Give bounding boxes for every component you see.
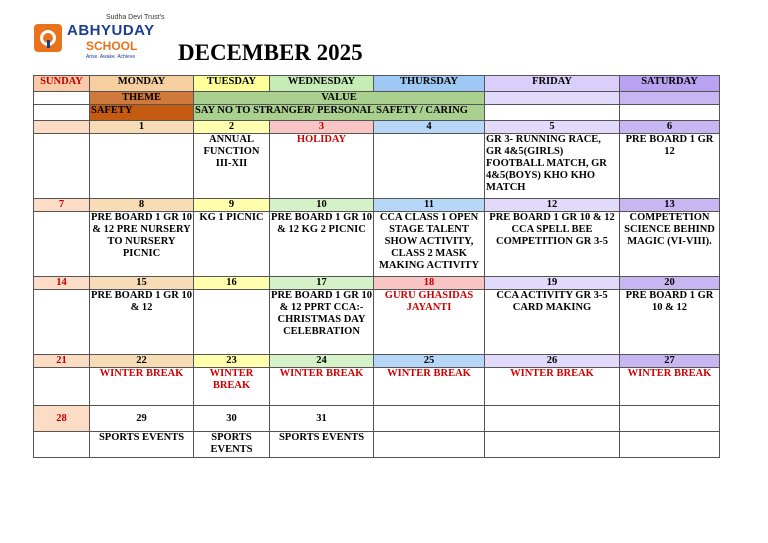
value-label: VALUE: [194, 92, 485, 105]
value-value: SAY NO TO STRANGER/ PERSONAL SAFETY / CARING: [194, 105, 485, 121]
event-cell: PRE BOARD 1 GR 10 & 12: [90, 290, 194, 355]
theme-value-row: [34, 105, 720, 121]
event-cell: [34, 368, 90, 406]
event-cell: [485, 432, 620, 458]
event-cell: CCA ACTIVITY GR 3-5 CARD MAKING: [485, 290, 620, 355]
date-number: 27: [620, 355, 720, 368]
event-row: [34, 432, 720, 458]
event-cell: PRE BOARD 1 GR 10 & 12 PPRT CCA:- CHRISTMAS DAY CELEBRATION: [270, 290, 374, 355]
day-header: SATURDAY: [620, 76, 720, 92]
event-row: [34, 134, 720, 199]
date-number: 3: [270, 121, 374, 134]
date-number: 23: [194, 355, 270, 368]
day-header: FRIDAY: [485, 76, 620, 92]
date-number: 19: [485, 277, 620, 290]
event-cell: WINTER BREAK: [374, 368, 485, 406]
event-cell: ANNUAL FUNCTION III-XII: [194, 134, 270, 199]
date-number: 14: [34, 277, 90, 290]
event-row: [34, 368, 720, 406]
logo-school-name: ABHYUDAY: [67, 22, 155, 39]
event-cell: [34, 432, 90, 458]
empty-cell: [620, 92, 720, 105]
date-number: 17: [270, 277, 374, 290]
date-number: 4: [374, 121, 485, 134]
date-number: [620, 406, 720, 432]
page-title: DECEMBER 2025: [178, 40, 363, 65]
calendar-table: [33, 75, 720, 458]
event-cell: WINTER BREAK: [485, 368, 620, 406]
empty-cell: [620, 105, 720, 121]
event-cell: WINTER BREAK: [90, 368, 194, 406]
date-number: [374, 406, 485, 432]
event-cell: WINTER BREAK: [270, 368, 374, 406]
theme-label-row: [34, 92, 720, 105]
event-cell: [374, 134, 485, 199]
event-cell: [34, 212, 90, 277]
logo-trust-text: Sudha Devi Trust's: [106, 14, 165, 21]
date-number: 7: [34, 199, 90, 212]
date-number: 8: [90, 199, 194, 212]
day-header: WEDNESDAY: [270, 76, 374, 92]
logo-tagline: Arise. Awake. Achieve: [86, 54, 136, 60]
date-number: 2: [194, 121, 270, 134]
day-header: SUNDAY: [34, 76, 90, 92]
date-number: 5: [485, 121, 620, 134]
date-number: 25: [374, 355, 485, 368]
event-cell: [620, 432, 720, 458]
day-header-row: [34, 76, 720, 92]
event-cell: [374, 432, 485, 458]
event-cell: COMPETETION SCIENCE BEHIND MAGIC (VI-VIII).: [620, 212, 720, 277]
event-cell: PRE BOARD 1 GR 10 & 12: [620, 290, 720, 355]
day-header: THURSDAY: [374, 76, 485, 92]
event-cell: [194, 290, 270, 355]
event-cell: GR 3- RUNNING RACE, GR 4&5(GIRLS) FOOTBALL MATCH, GR 4&5(BOYS) KHO KHO MATCH: [485, 134, 620, 199]
date-number: 18: [374, 277, 485, 290]
logo-emblem-icon: [34, 24, 62, 52]
theme-label: THEME: [90, 92, 194, 105]
date-number: 6: [620, 121, 720, 134]
date-row: [34, 406, 720, 432]
event-cell: HOLIDAY: [270, 134, 374, 199]
date-number: 26: [485, 355, 620, 368]
event-cell: WINTER BREAK: [194, 368, 270, 406]
event-cell: KG 1 PICNIC: [194, 212, 270, 277]
empty-cell: [485, 105, 620, 121]
event-row: [34, 290, 720, 355]
event-cell: PRE BOARD 1 GR 12: [620, 134, 720, 199]
date-row: [34, 121, 720, 134]
date-row: [34, 277, 720, 290]
date-row: [34, 355, 720, 368]
date-number: 1: [90, 121, 194, 134]
date-number: 20: [620, 277, 720, 290]
date-number: 24: [270, 355, 374, 368]
theme-value: SAFETY: [90, 105, 194, 121]
date-number: [34, 121, 90, 134]
date-number: 29: [90, 406, 194, 432]
event-cell: WINTER BREAK: [620, 368, 720, 406]
event-row: [34, 212, 720, 277]
event-cell: GURU GHASIDAS JAYANTI: [374, 290, 485, 355]
event-cell: [34, 290, 90, 355]
date-row: [34, 199, 720, 212]
logo-school-sub: SCHOOL: [86, 39, 138, 53]
date-number: 10: [270, 199, 374, 212]
date-number: 9: [194, 199, 270, 212]
date-number: 11: [374, 199, 485, 212]
date-number: 13: [620, 199, 720, 212]
event-cell: PRE BOARD 1 GR 10 & 12 PRE NURSERY TO NURSERY PICNIC: [90, 212, 194, 277]
date-number: 22: [90, 355, 194, 368]
date-number: 15: [90, 277, 194, 290]
day-header: MONDAY: [90, 76, 194, 92]
event-cell: PRE BOARD 1 GR 10 & 12 CCA SPELL BEE COMPETITION GR 3-5: [485, 212, 620, 277]
date-number: [485, 406, 620, 432]
event-cell: CCA CLASS 1 OPEN STAGE TALENT SHOW ACTIVITY, CLASS 2 MASK MAKING ACTIVITY: [374, 212, 485, 277]
event-cell: [90, 134, 194, 199]
date-number: 12: [485, 199, 620, 212]
day-header: TUESDAY: [194, 76, 270, 92]
event-cell: SPORTS EVENTS: [194, 432, 270, 458]
date-number: 28: [34, 406, 90, 432]
school-logo: [34, 14, 164, 64]
empty-cell: [34, 92, 90, 105]
date-number: 30: [194, 406, 270, 432]
date-number: 16: [194, 277, 270, 290]
empty-cell: [485, 92, 620, 105]
event-cell: SPORTS EVENTS: [90, 432, 194, 458]
empty-cell: [34, 105, 90, 121]
event-cell: PRE BOARD 1 GR 10 & 12 KG 2 PICNIC: [270, 212, 374, 277]
date-number: 31: [270, 406, 374, 432]
event-cell: [34, 134, 90, 199]
date-number: 21: [34, 355, 90, 368]
event-cell: SPORTS EVENTS: [270, 432, 374, 458]
